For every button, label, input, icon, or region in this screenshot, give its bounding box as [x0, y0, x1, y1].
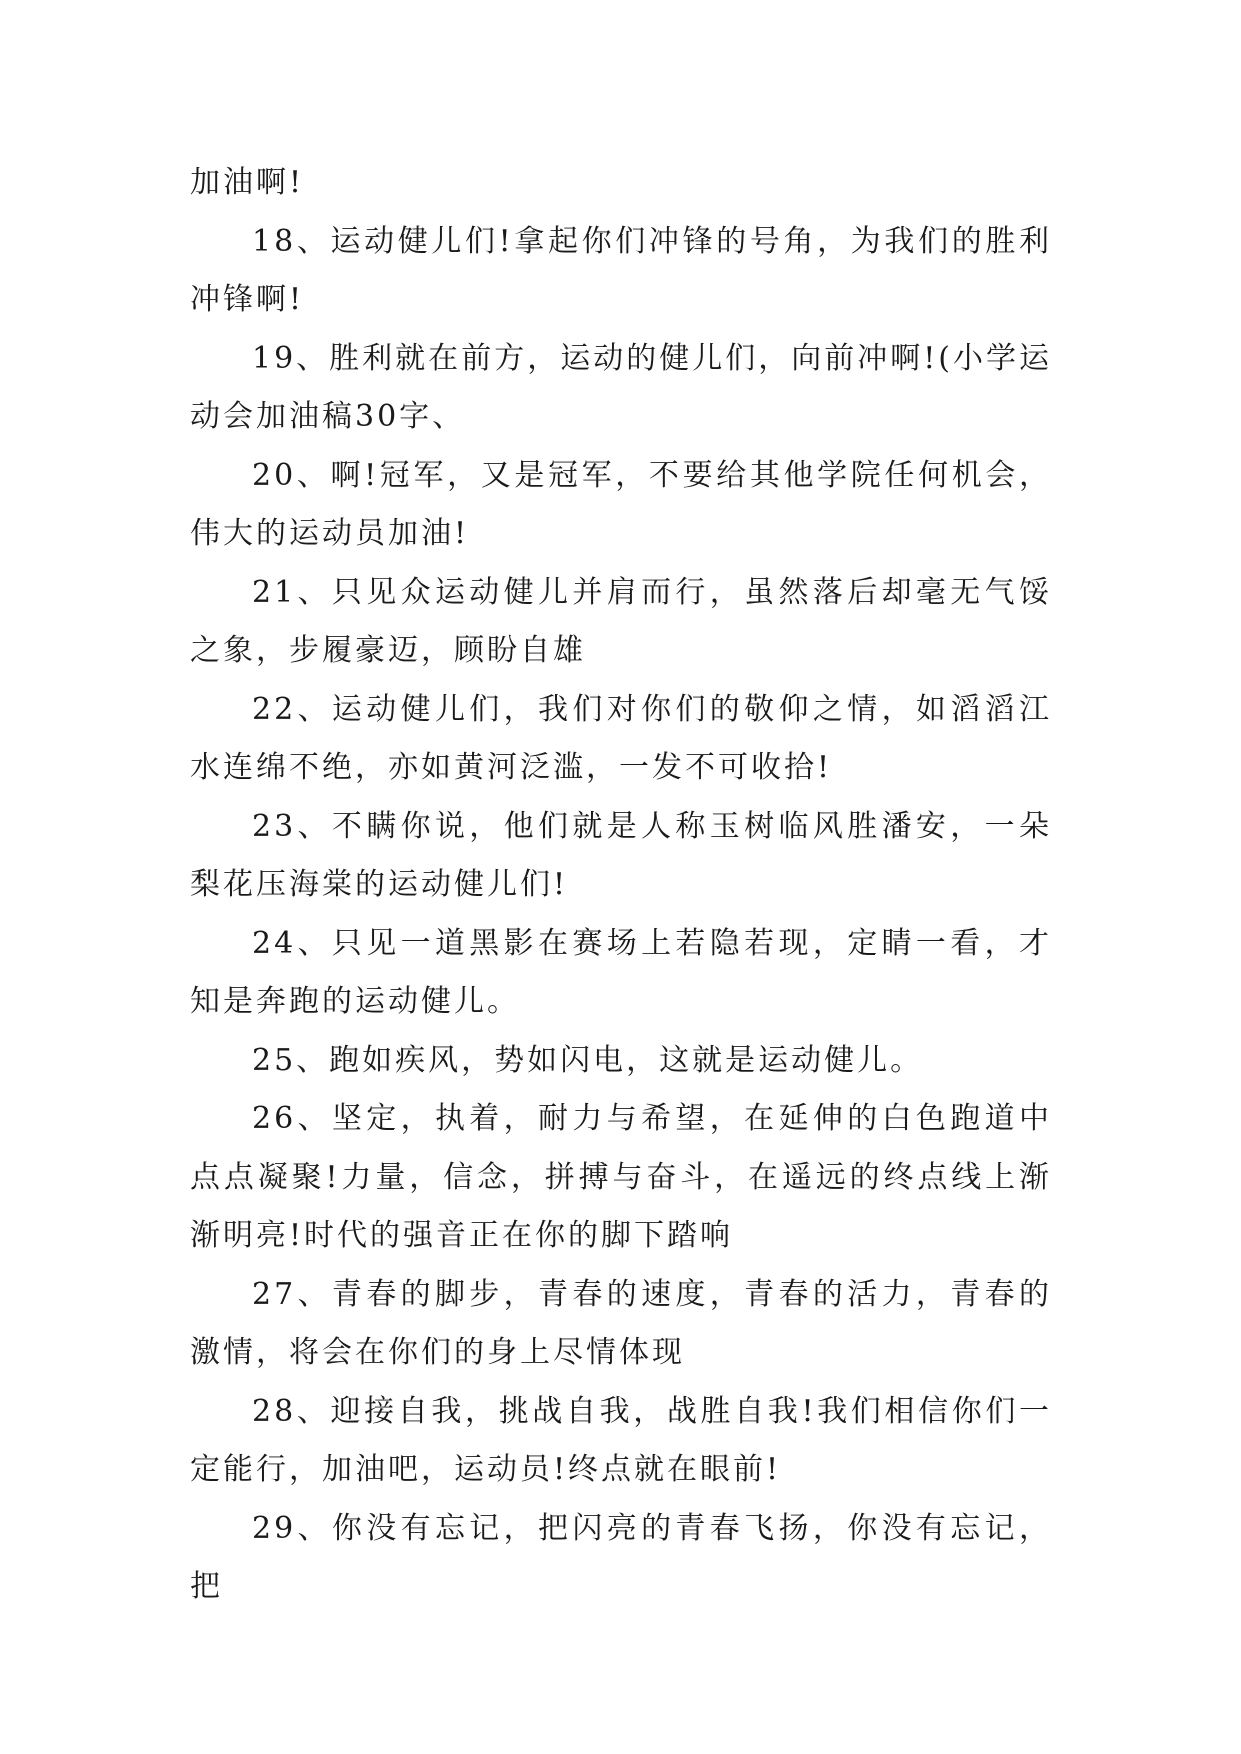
paragraph-26: 26、坚定，执着，耐力与希望，在延伸的白色跑道中点点凝聚!力量，信念，拼搏与奋斗，在遥远的终点线上渐渐明亮!时代的强音正在你的脚下踏响	[190, 1101, 1052, 1253]
paragraph-29: 29、你没有忘记，把闪亮的青春飞扬，你没有忘记，把	[190, 1510, 1052, 1604]
paragraph-25: 25、跑如疾风，势如闪电，这就是运动健儿。	[252, 1042, 924, 1078]
paragraph-continuation: 加油啊!	[190, 165, 305, 200]
paragraph-24: 24、只见一道黑影在赛场上若隐若现，定睛一看，才知是奔跑的运动健儿。	[190, 925, 1052, 1019]
paragraph-19: 19、胜利就在前方，运动的健儿们，向前冲啊!(小学运动会加油稿30字、	[190, 340, 1052, 434]
paragraph-27: 27、青春的脚步，青春的速度，青春的活力，青春的激情，将会在你们的身上尽情体现	[190, 1276, 1052, 1370]
paragraph-22: 22、运动健儿们，我们对你们的敬仰之情，如滔滔江水连绵不绝，亦如黄河泛滥，一发不可收拾!	[190, 691, 1052, 785]
paragraph-21: 21、只见众运动健儿并肩而行，虽然落后却毫无气馁之象，步履豪迈，顾盼自雄	[190, 574, 1052, 668]
paragraph-18: 18、运动健儿们!拿起你们冲锋的号角，为我们的胜利冲锋啊!	[190, 223, 1052, 317]
paragraph-23: 23、不瞒你说，他们就是人称玉树临风胜潘安，一朵梨花压海棠的运动健儿们!	[190, 808, 1052, 902]
paragraph-28: 28、迎接自我，挑战自我，战胜自我!我们相信你们一定能行，加油吧，运动员!终点就在眼前!	[190, 1393, 1052, 1487]
document-body	[190, 154, 1052, 1617]
paragraph-20: 20、啊!冠军，又是冠军，不要给其他学院任何机会，伟大的运动员加油!	[190, 457, 1052, 551]
